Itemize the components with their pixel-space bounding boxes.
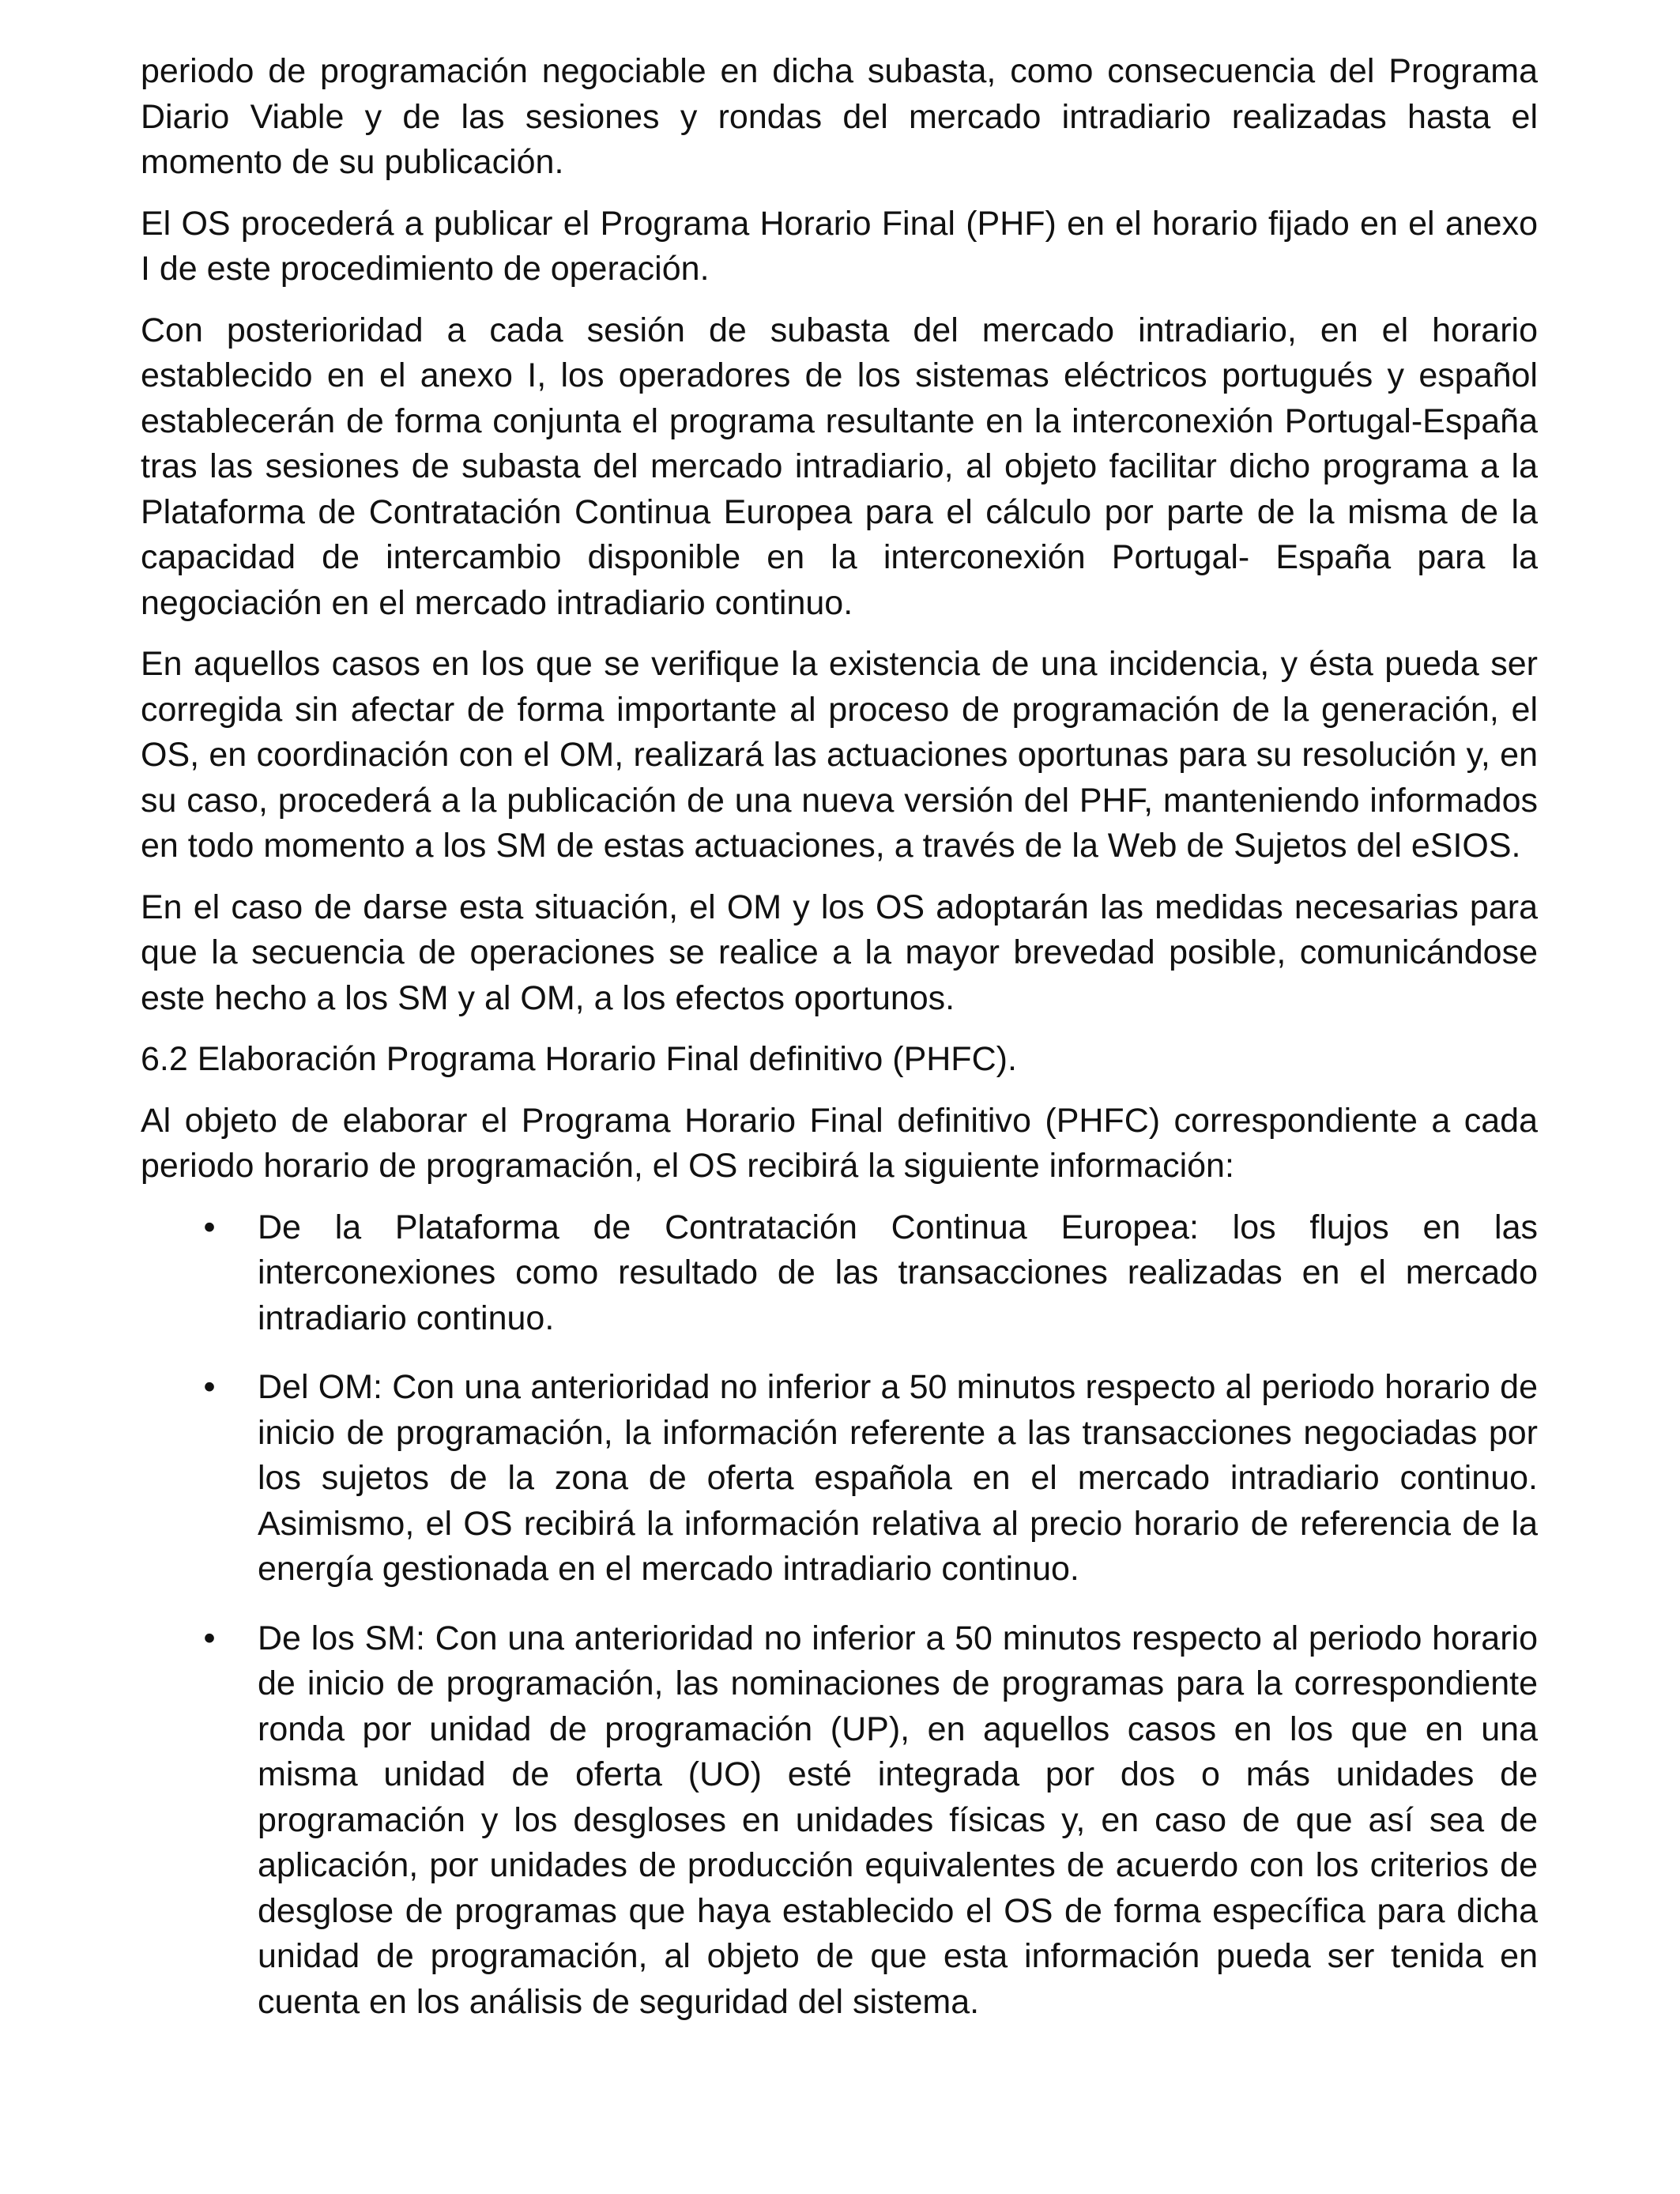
bullet-icon: • [203, 1619, 216, 1657]
list-item-text: De la Plataforma de Contratación Continua Europea: los flujos en las interconexiones como resultado de las transacciones realizadas en el mercado intradiario continuo. [258, 1208, 1538, 1337]
list-item-text: Del OM: Con una anterioridad no inferior a 50 minutos respecto al periodo horario de inicio de programación, la información referente a las transacciones negociadas por los sujetos de la zona de oferta española en el mercado intradiario continuo. Asimismo, el OS recibirá la información relativa al precio horario de referencia de la energía gestionada en el mercado intradiario continuo. [258, 1368, 1538, 1588]
bullet-icon: • [203, 1368, 216, 1406]
list-item-text: De los SM: Con una anterioridad no inferior a 50 minutos respecto al periodo horario de inicio de programación, las nominaciones de programas para la correspondiente ronda por unidad de programación (UP), en aquellos casos en los que en una misma unidad de oferta (UO) esté integrada por dos o más unidades de programación y los desgloses en unidades físicas y, en caso de que así sea de aplicación, por unidades de producción equivalentes de acuerdo con los criterios de desglose de programas que haya establecido el OS de forma específica para dicha unidad de programación, al objeto de que esta información pueda ser tenida en cuenta en los análisis de seguridad del sistema. [258, 1619, 1538, 2021]
list-item [141, 1205, 1538, 1342]
paragraph-continuation: periodo de programación negociable en dicha subasta, como consecuencia del Programa Diario Viable y de las sesiones y rondas del mercado intradiario realizadas hasta el momento de su publicación. [141, 52, 1538, 181]
paragraph-interconnection: Con posterioridad a cada sesión de subasta del mercado intradiario, en el horario establecido en el anexo I, los operadores de los sistemas eléctricos portugués y español establecerán de forma conjunta el programa resultante en la interconexión Portugal-España tras las sesiones de subasta del mercado intradiario, al objeto facilitar dicho programa a la Plataforma de Contratación Continua Europea para el cálculo por parte de la misma de la capacidad de intercambio disponible en la interconexión Portugal- España para la negociación en el mercado intradiario continuo. [141, 311, 1538, 622]
document-page [141, 49, 1538, 2049]
list-item [141, 1365, 1538, 1593]
list-item [141, 1616, 1538, 2026]
paragraph-intro: Al objeto de elaborar el Programa Horario Final definitivo (PHFC) correspondiente a cada periodo horario de programación, el OS recibirá la siguiente información: [141, 1101, 1538, 1185]
information-bullet-list [141, 1205, 1538, 2026]
bullet-icon: • [203, 1208, 216, 1246]
paragraph-situation: En el caso de darse esta situación, el OM y los OS adoptarán las medidas necesarias para que la secuencia de operaciones se realice a la mayor brevedad posible, comunicándose este hecho a los SM y al OM, a los efectos oportunos. [141, 888, 1538, 1017]
paragraph-phf-publication: El OS procederá a publicar el Programa Horario Final (PHF) en el horario fijado en el anexo I de este procedimiento de operación. [141, 204, 1538, 288]
section-heading: 6.2 Elaboración Programa Horario Final definitivo (PHFC). [141, 1040, 1017, 1078]
paragraph-incidence: En aquellos casos en los que se verifique la existencia de una incidencia, y ésta pueda ser corregida sin afectar de forma importante al proceso de programación de la generación, el OS, en coordinación con el OM, realizará las actuaciones oportunas para su resolución y, en su caso, procederá a la publicación de una nueva versión del PHF, manteniendo informados en todo momento a los SM de estas actuaciones, a través de la Web de Sujetos del eSIOS. [141, 645, 1538, 865]
